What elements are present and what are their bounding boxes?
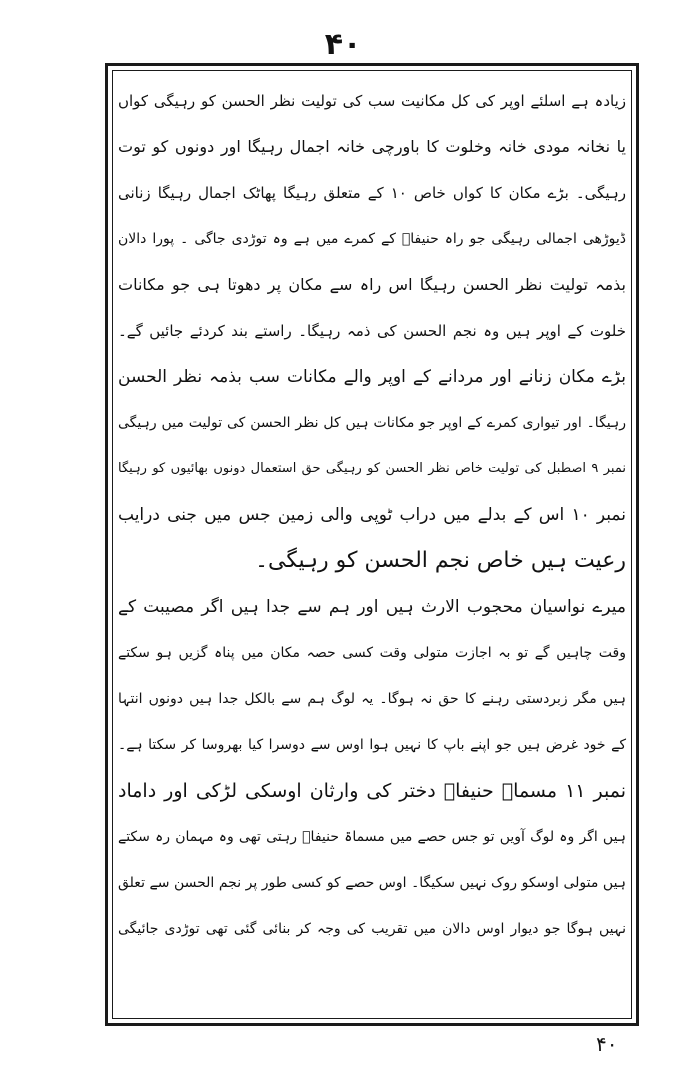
text-line: ہیں متولی اوسکو روک نہیں سکیگا۔ اوس حصے کو کسی طور پر نجم الحسن سے تعلق — [118, 875, 626, 891]
text-line: یا نخانہ مودی خانہ وخلوت کا باورچی خانہ اجمال رہیگا اور دونوں کو توت — [118, 137, 626, 156]
page-number-top: ۴۰ — [324, 27, 362, 62]
text-line: ہیں اگر وہ لوگ آویں تو جس حصے میں مسماۃ حنیفاؔ رہتی تھی وہ مہمان رہ سکتے — [118, 829, 626, 845]
text-line: خلوت کے اوپر ہیں وہ نجم الحسن کی ذمہ رہیگا۔ راستے بند کردئے جائیں گے۔ — [118, 322, 626, 340]
text-line: نہیں ہوگا جو دیوار اوس دالان میں تقریب کی وجہ کر بنائی گئی تھی توڑدی جائیگی — [118, 921, 626, 937]
text-line: رہیگا۔ اور تیواری کمرے کے اوپر جو مکانات ہیں کل نظر الحسن کی تولیت میں رہیگی — [118, 415, 626, 431]
page-number-bottom: ۴۰ — [596, 1032, 618, 1056]
text-line: بڑے مکان زنانے اور مردانے کے اوپر والے مکانات سب بذمہ نظر الحسن — [118, 367, 626, 387]
text-line: ہیں مگر زبردستی رہنے کا حق نہ ہوگا۔ یہ لوگ ہم سے بالکل جدا ہیں دونوں انتہا — [118, 691, 626, 707]
text-line: کے خود غرض ہیں جو اپنے باپ کا نہیں ہوا اوس سے دوسرا کیا بھروسا کر سکتا ہے۔ — [118, 737, 626, 753]
text-line: ڈیوڑھی اجمالی رہیگی جو راہ حنیفاؔ کے کمرے میں ہے وہ توڑدی جاگی ۔ پورا دالان — [118, 231, 626, 247]
text-line: زیادہ ہے اسلئے اوپر کی کل مکانیت سب کی تولیت نظر الحسن کو رہیگی کواں — [118, 92, 626, 110]
text-line: وقت چاہیں گے تو بہ اجازت متولی وقت کسی حصہ مکان میں پناہ گزیں ہو سکتے — [118, 645, 626, 661]
text-line: میرے نواسیان محجوب الارث ہیں اور ہم سے جدا ہیں اگر مصیبت کے — [118, 597, 626, 617]
text-line: رعیت ہیں خاص نجم الحسن کو رہیگی۔ — [255, 548, 626, 573]
text-line: نمبر ۹ اصطبل کی تولیت خاص نظر الحسن کو رہیگی حق استعمال دونوں بھائیوں کو رہیگا — [118, 461, 626, 476]
text-line: بذمہ تولیت نظر الحسن رہیگا اس راہ سے مکان پر دھوتا ہی جو مکانات — [118, 275, 626, 294]
document-body — [112, 78, 632, 952]
text-line: رہیگی۔ بڑے مکان کا کواں خاص ۱۰ کے متعلق رہیگا پھاٹک اجمال رہیگا زنانی — [118, 184, 626, 202]
text-line: نمبر ۱۰ اس کے بدلے میں دراب ٹوپی والی زمین جس میں جنی درایب — [118, 505, 626, 525]
text-line: نمبر ۱۱ مسماۃ حنیفاؔ دختر کی وارثان اوسکی لڑکی اور داماد — [118, 780, 627, 802]
